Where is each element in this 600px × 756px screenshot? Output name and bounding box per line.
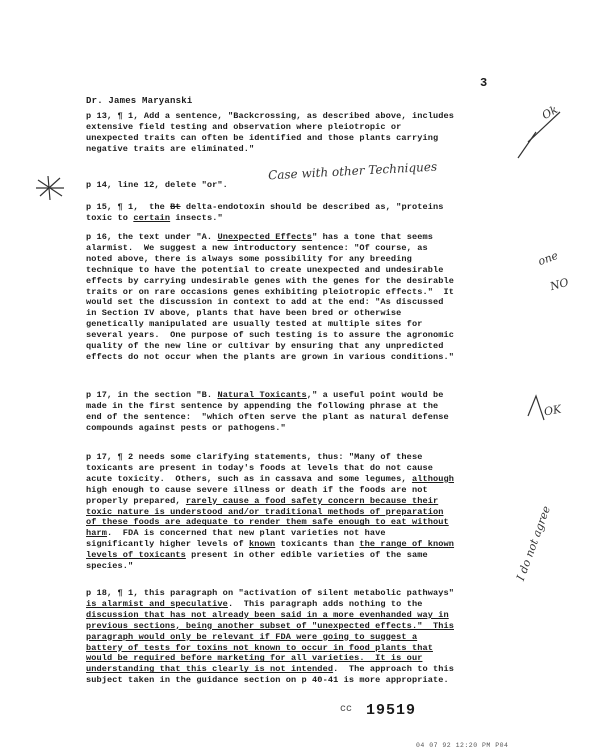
handwritten-note: I do not agree xyxy=(514,504,554,583)
paragraph-text: p 13, ¶ 1, Add a sentence, "Backcrossing, as described above, includes extensive field testing and observation where pleiotropic or unexpected traits can often be identified and those plants carrying negative traits are eliminated." xyxy=(86,111,454,154)
underlined-text: although xyxy=(411,473,455,484)
document-number-stamp: 19519 xyxy=(366,702,417,719)
section-title: Natural Toxicants xyxy=(217,390,307,400)
paragraph-text: high enough to cause severe illness or death if the foods are not properly prepared, xyxy=(86,484,428,506)
underlined-text: rarely cause a food safety concern because their toxic nature is understood and/or traditional methods of preparation of these foods are adequate to render them safe enough to eat without harm xyxy=(86,495,449,539)
paragraph-text: delta-endotoxin should be described as, "proteins toxic to xyxy=(86,202,444,223)
check-mark xyxy=(528,396,544,420)
handwritten-note: NO xyxy=(548,275,571,294)
paragraph-text: present in other edible varieties of the same species." xyxy=(86,550,428,572)
paragraph-text: p 14, line 12, delete "or". xyxy=(86,180,228,190)
paragraph-text: . The approach to this subject taken in the guidance section on p 40-41 is more appropriate. xyxy=(86,664,455,686)
check-mark xyxy=(518,132,536,158)
paragraph-text: p 16, the text under "A. xyxy=(86,232,218,242)
handwritten-note: Ok xyxy=(539,102,560,123)
handwritten-note: one xyxy=(536,248,560,269)
paragraph-text: p 17, in the section "B. xyxy=(86,390,218,400)
paragraph-text: ," a useful point would be made in the first sentence by appending the following phrase at the end of the sentence: "which often serve the plant as natural defense compounds against pests or pathogens." xyxy=(86,390,449,433)
asterisk-mark xyxy=(36,176,64,200)
paragraph-text: toxicants than xyxy=(275,539,360,550)
paragraph-text: . FDA is concerned that new plant varieties not have significantly higher levels of xyxy=(86,528,386,550)
paragraph-text: . This paragraph adds nothing to the xyxy=(227,598,423,609)
underlined-text: is alarmist and speculative xyxy=(86,598,228,609)
struck-text: Bt xyxy=(170,202,181,212)
page-number: 3 xyxy=(480,76,488,90)
addressee: Dr. James Maryanski xyxy=(86,96,193,106)
paragraph-text: p 17, ¶ 2 needs some clarifying statements, thus: "Many of these toxicants are present in today's foods at levels that do not cause acute toxicity. Others, such as in cassava and some legumes, xyxy=(86,452,433,484)
handwritten-note: Case with other Techniques xyxy=(267,159,438,183)
section-title: Unexpected Effects xyxy=(217,232,313,242)
underlined-text: known xyxy=(248,539,276,550)
fax-footer: 04 07 92 12:20 PM P04 xyxy=(416,742,509,749)
underlined-text: discussion that has not already been said in a more evenhanded way in previous sections, being another subset of "unexpected effects." This paragraph would only be relevant if FDA were going to suggest a battery of tests for toxins not known to occur in food plants that would be required before marketing for all varieties. It is our understanding that this clearly is not intended xyxy=(86,609,454,675)
underlined-text: the range of known levels of toxicants xyxy=(86,539,455,561)
underlined-text: certain xyxy=(133,212,171,223)
stamp-prefix: ᴄᴄ xyxy=(340,704,353,715)
paragraph-text: " has a tone that seems alarmist. We suggest a new introductory sentence: "Of course, as noted above, there is always some possibility for any breeding technique to have the potential to create unexpected and undesirable effects by carrying undesirable genes with the genes for the desirable traits or on rare occasions genes exhibiting pleiotropic effects." It would set the discussion in context to add at the end: "As discussed in Section IV above, plants that have been bred or otherwise genetically manipulated are usually tested at multiple sites for several years. One purpose of such testing is to assure the agronomic quality of the new line or cultivar by ensuring that any unpredicted effects do not occur when the plants are grown in various conditions." xyxy=(86,232,454,362)
paragraph-text: p 18, ¶ 1, this paragraph on "activation of silent metabolic pathways" xyxy=(86,588,454,598)
handwritten-note: OK xyxy=(543,402,563,419)
paragraph-text: p 15, ¶ 1, the xyxy=(86,202,171,212)
paragraph-text: insects." xyxy=(170,212,223,223)
